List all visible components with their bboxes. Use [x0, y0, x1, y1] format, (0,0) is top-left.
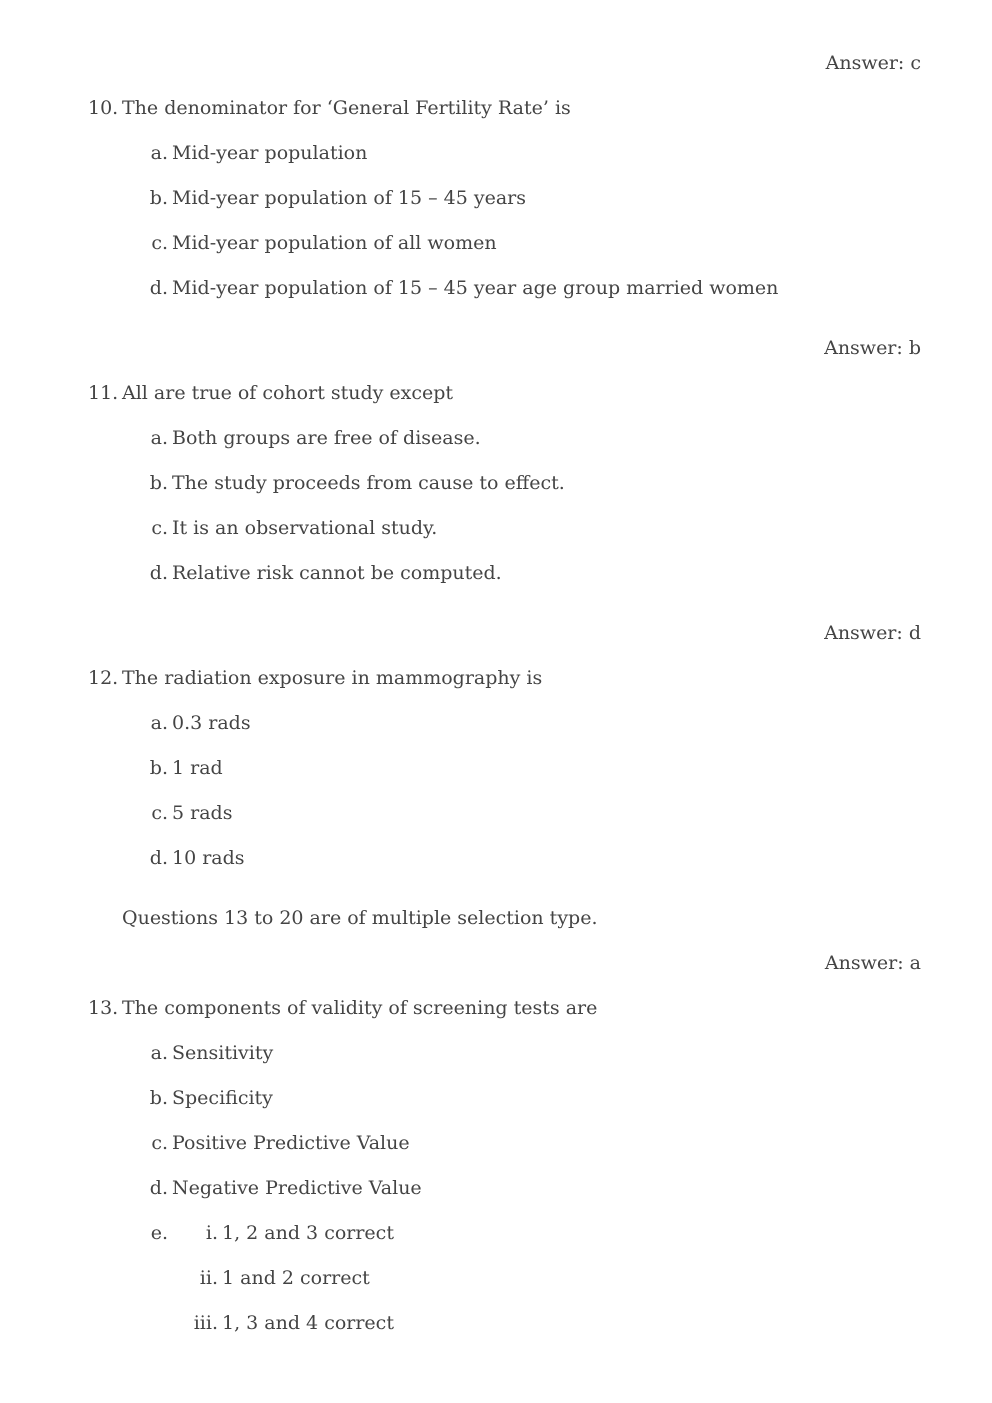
answer-label: Answer: a	[824, 952, 921, 974]
option-letter: d.	[149, 562, 168, 584]
option-letter: b.	[149, 472, 168, 494]
option-letter: d.	[149, 277, 168, 299]
option-letter: e.	[150, 1222, 168, 1244]
option-letter: a.	[150, 142, 168, 164]
option-text: Mid-year population of 15 – 45 year age group married women	[172, 277, 779, 299]
answer-label: Answer: c	[825, 52, 921, 74]
sub-option-text: 1, 2 and 3 correct	[222, 1222, 394, 1244]
option-text: Both groups are free of disease.	[172, 427, 481, 449]
option-text: Negative Predictive Value	[172, 1177, 422, 1199]
option-text: It is an observational study.	[172, 517, 438, 539]
sub-option-text: 1, 3 and 4 correct	[222, 1312, 394, 1334]
option-letter: a.	[150, 1042, 168, 1064]
answer-label: Answer: d	[824, 622, 921, 644]
option-text: Mid-year population of all women	[172, 232, 497, 254]
question-text: The components of validity of screening tests are	[122, 997, 598, 1019]
sub-option-number: ii.	[199, 1267, 218, 1289]
sub-option-text: 1 and 2 correct	[222, 1267, 370, 1289]
answer-label: Answer: b	[824, 337, 921, 359]
option-letter: c.	[151, 232, 168, 254]
option-text: 1 rad	[172, 757, 223, 779]
option-letter: a.	[150, 427, 168, 449]
option-text: The study proceeds from cause to effect.	[172, 472, 565, 494]
option-letter: d.	[149, 1177, 168, 1199]
question-number: 11.	[88, 382, 119, 404]
option-letter: a.	[150, 712, 168, 734]
option-letter: b.	[149, 757, 168, 779]
question-number: 13.	[88, 997, 119, 1019]
question-text: All are true of cohort study except	[122, 382, 454, 404]
option-text: Mid-year population	[172, 142, 368, 164]
option-letter: c.	[151, 802, 168, 824]
option-text: 5 rads	[172, 802, 233, 824]
sub-option-number: i.	[205, 1222, 218, 1244]
question-number: 12.	[88, 667, 119, 689]
option-text: 0.3 rads	[172, 712, 251, 734]
question-number: 10.	[88, 97, 119, 119]
option-letter: d.	[149, 847, 168, 869]
question-text: The radiation exposure in mammography is	[122, 667, 543, 689]
option-text: Sensitivity	[172, 1042, 274, 1064]
sub-option-number: iii.	[193, 1312, 218, 1334]
option-letter: c.	[151, 1132, 168, 1154]
question-text: The denominator for ‘General Fertility Rate’ is	[122, 97, 571, 119]
option-letter: b.	[149, 1087, 168, 1109]
option-text: 10 rads	[172, 847, 245, 869]
section-note: Questions 13 to 20 are of multiple selection type.	[122, 907, 598, 929]
option-text: Relative risk cannot be computed.	[172, 562, 502, 584]
option-text: Mid-year population of 15 – 45 years	[172, 187, 526, 209]
option-letter: b.	[149, 187, 168, 209]
option-text: Positive Predictive Value	[172, 1132, 410, 1154]
option-letter: c.	[151, 517, 168, 539]
option-text: Specificity	[172, 1087, 273, 1109]
